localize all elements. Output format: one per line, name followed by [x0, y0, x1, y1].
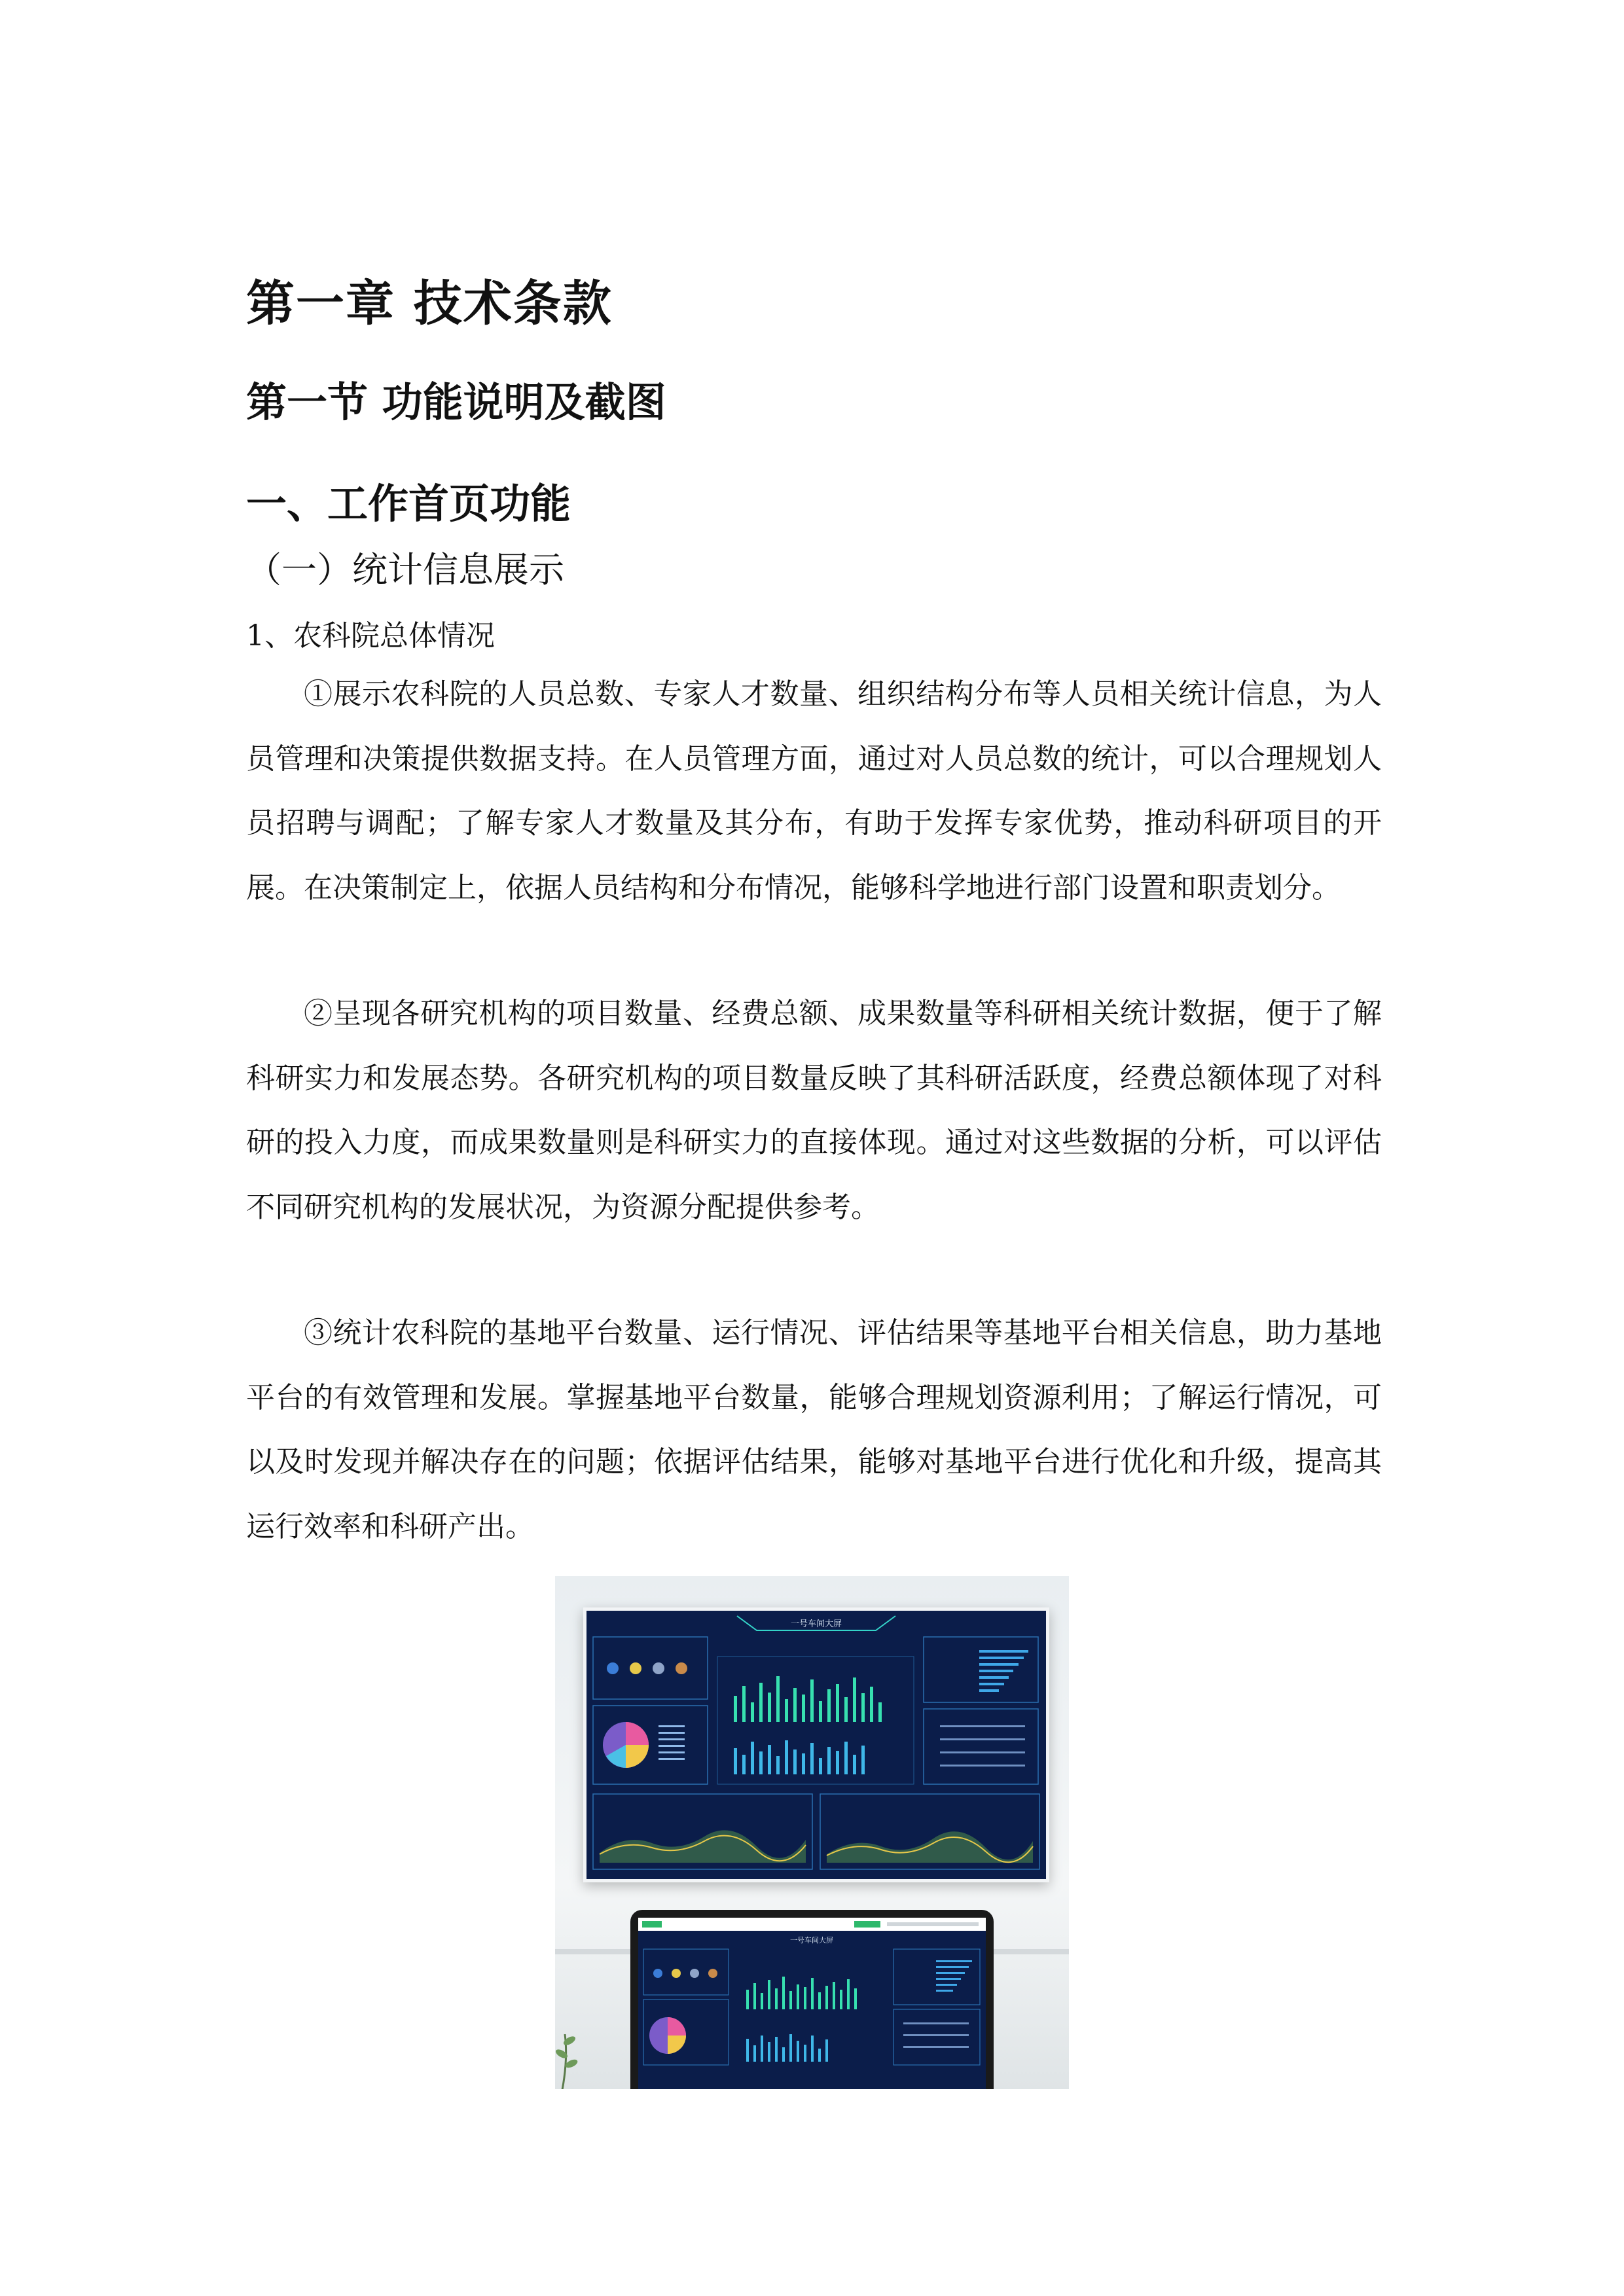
- paragraph-research: ②呈现各研究机构的项目数量、经费总额、成果数量等科研相关统计数据，便于了解科研实力和发展态势。各研究机构的项目数量反映了其科研活跃度，经费总额体现了对科研的投入力度，而成果数量则是科研实力的直接体现。通过对这些数据的分析，可以评估不同研究机构的发展状况，为资源分配提供参考。: [246, 997, 1382, 1224]
- subsubsection-title: （一）统计信息展示: [246, 549, 564, 590]
- chapter-title: 第一章 技术条款: [246, 276, 613, 332]
- wall-poster-dashboard: [583, 1607, 1049, 1882]
- plant-decoration: [555, 1995, 601, 2089]
- laptop-title: 一号车间大屏: [790, 1936, 833, 1945]
- subsection-title: 一、工作首页功能: [246, 480, 571, 528]
- paragraph-personnel: ①展示农科院的人员总数、专家人才数量、组织结构分布等人员相关统计信息，为人员管理和决策提供数据支持。在人员管理方面，通过对人员总数的统计，可以合理规划人员招聘与调配；了解专家人才数量及其分布，有助于发挥专家优势，推动科研项目的开展。在决策制定上，依据人员结构和分布情况，能够科学地进行部门设置和职责划分。: [246, 677, 1382, 905]
- laptop-dashboard: [630, 1910, 994, 2089]
- paragraph-platform: ③统计农科院的基地平台数量、运行情况、评估结果等基地平台相关信息，助力基地平台的有效管理和发展。掌握基地平台数量，能够合理规划资源利用；了解运行情况，可以及时发现并解决存在的问题；依据评估结果，能够对基地平台进行优化和升级，提高其运行效率和科研产出。: [246, 1316, 1382, 1543]
- item-title: 1、农科院总体情况: [246, 619, 495, 653]
- section-title: 第一节 功能说明及截图: [246, 378, 666, 426]
- dashboard-mockup-image: [555, 1576, 1069, 2089]
- poster-title: 一号车间大屏: [790, 1619, 842, 1629]
